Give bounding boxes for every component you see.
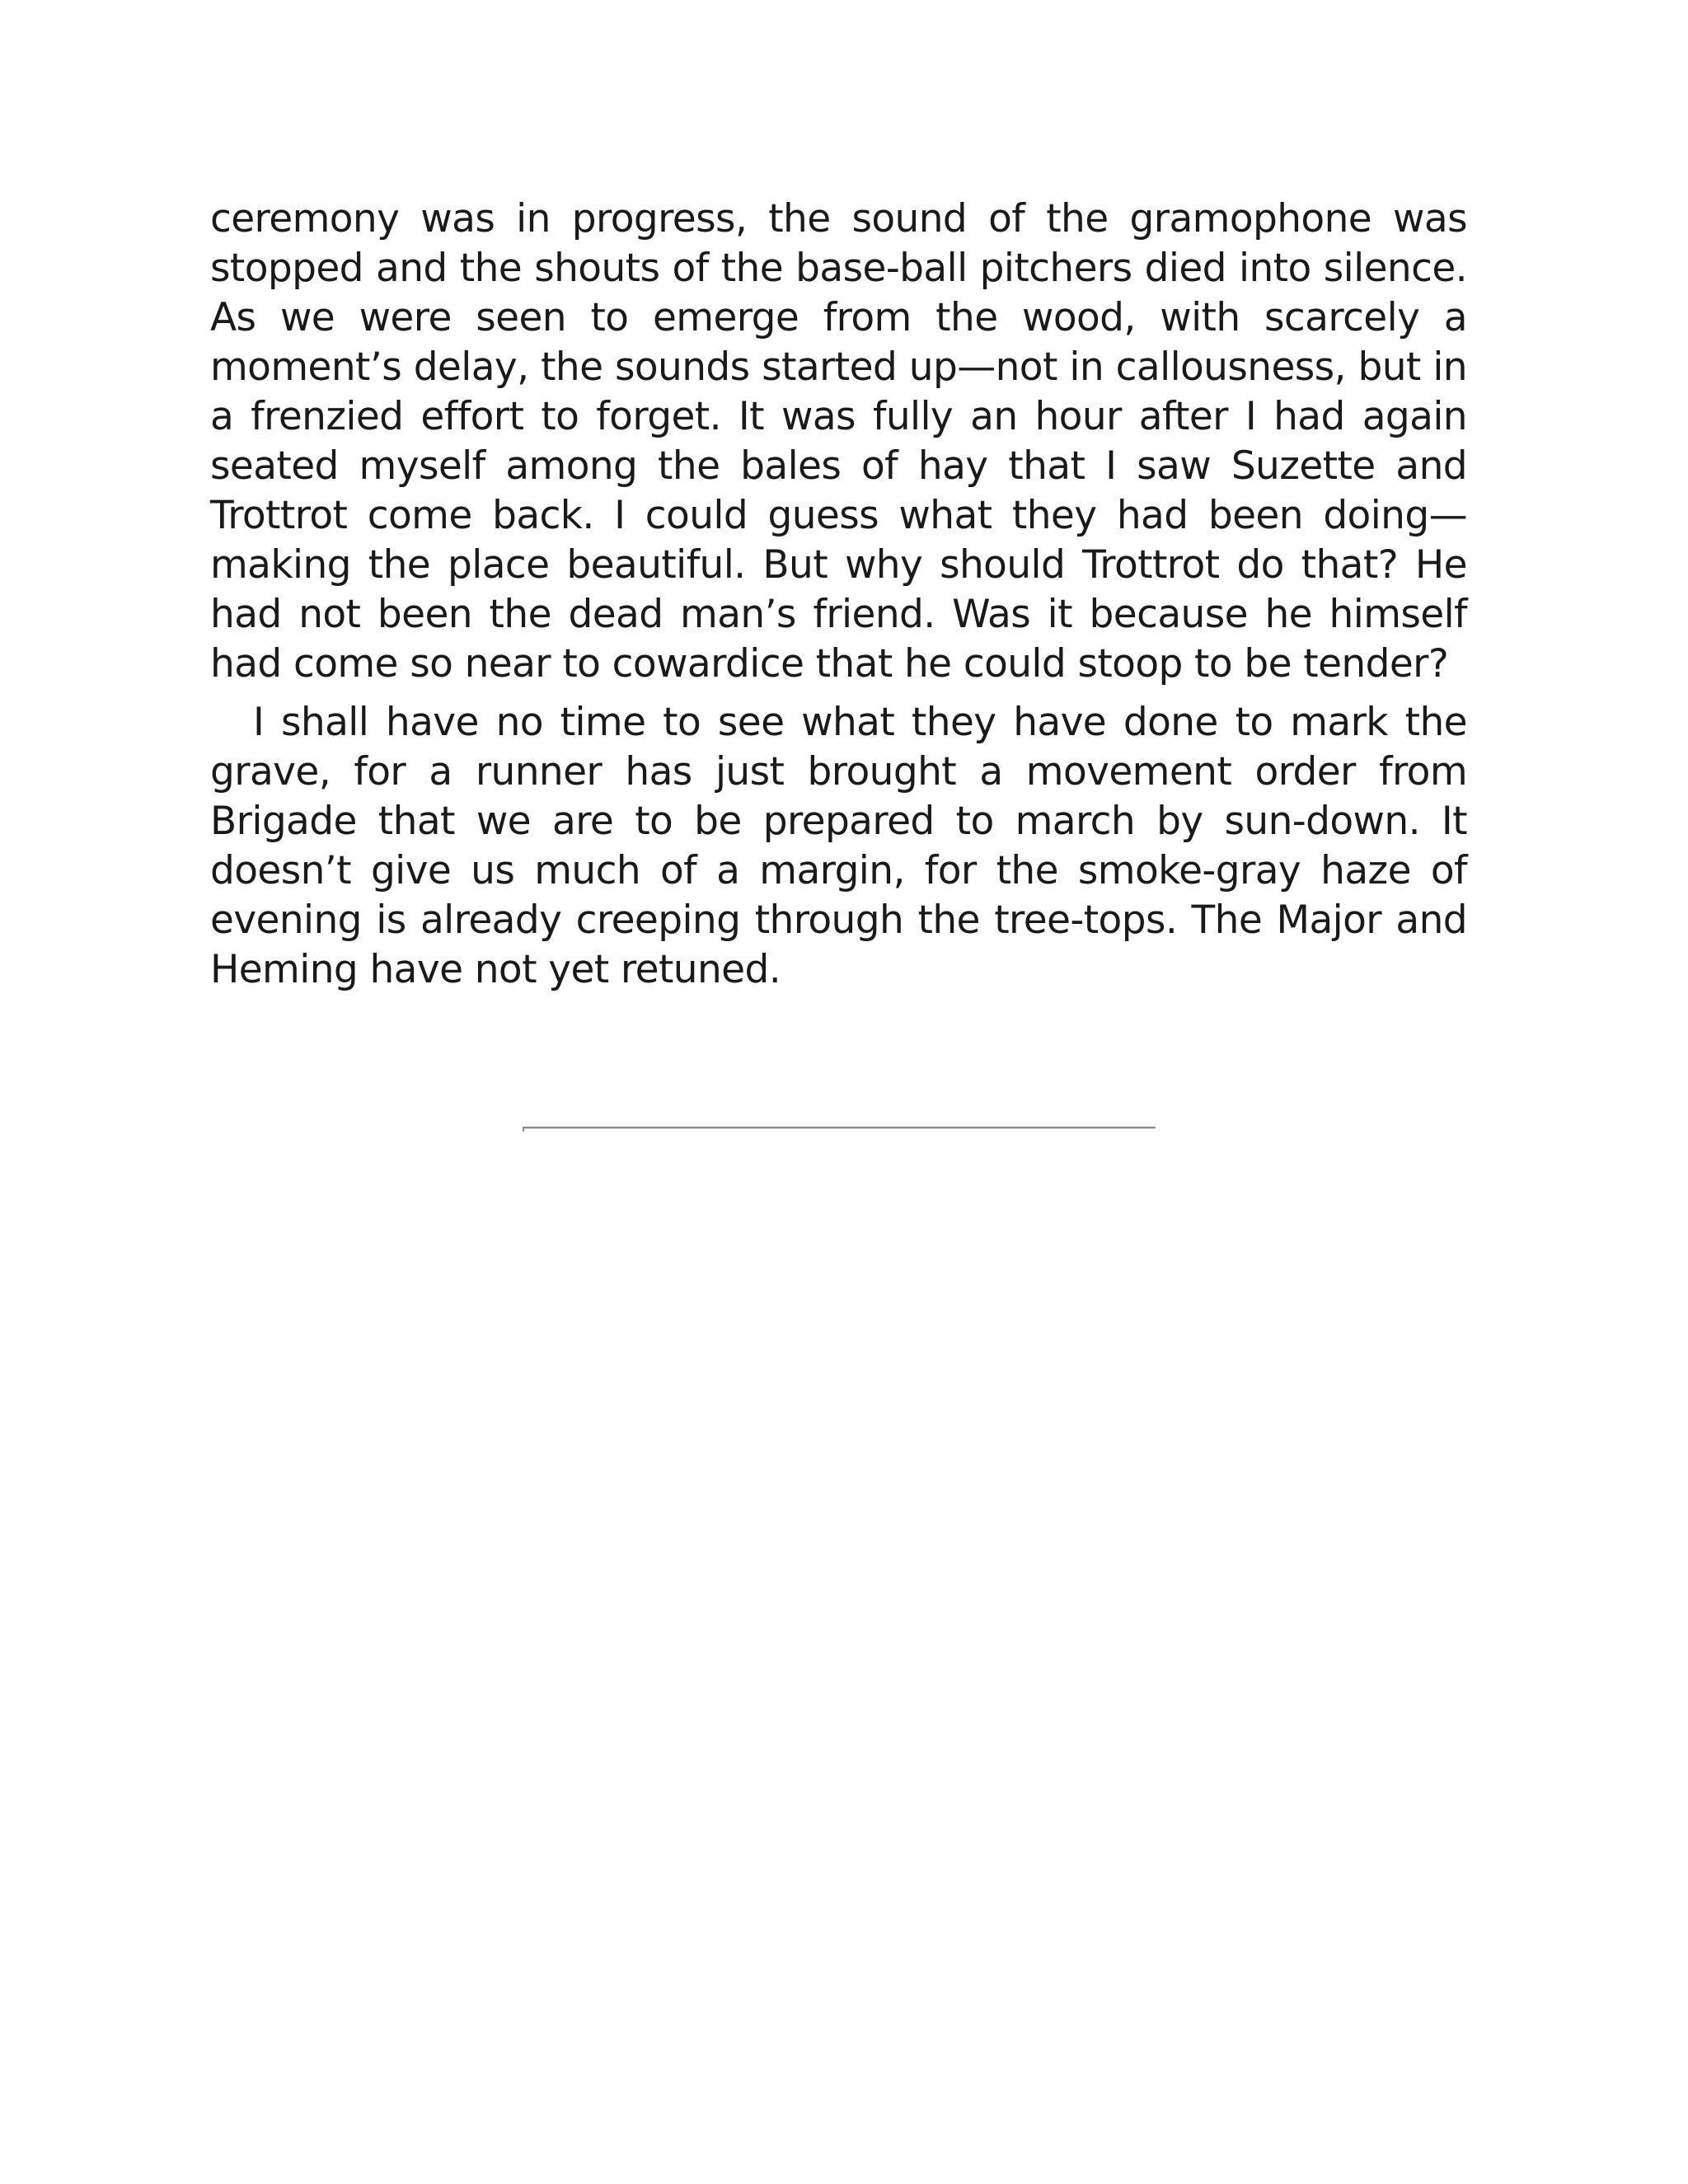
body-text [210,194,1467,995]
section-divider-cap [523,1127,524,1132]
paragraph: I shall have no time to see what they have done to mark the grave, for a runner has just brought a movement order from Brigade that we are to be prepared to march by sun-down. It doesn’t give us much of a margin, for the smoke-gray haze of evening is already creeping through the tree-tops. The Major and Heming have not yet retuned. [210,700,1467,992]
section-divider [523,1127,1156,1129]
paragraph-continued: ceremony was in progress, the sound of the gramophone was stopped and the shouts of the base-ball pitchers died into silence. As we were seen to emerge from the wood, with scarcely a moment’s delay, the sounds started up—not in callousness, but in a frenzied effort to forget. It was fully an hour after I had again seated myself among the bales of hay that I saw Suzette and Trottrot come back. I could guess what they had been doing—making the place beautiful. But why should Trottrot do that? He had not been the dead man’s friend. Was it because he himself had come so near to cowardice that he could stoop to be tender? [210,196,1467,687]
